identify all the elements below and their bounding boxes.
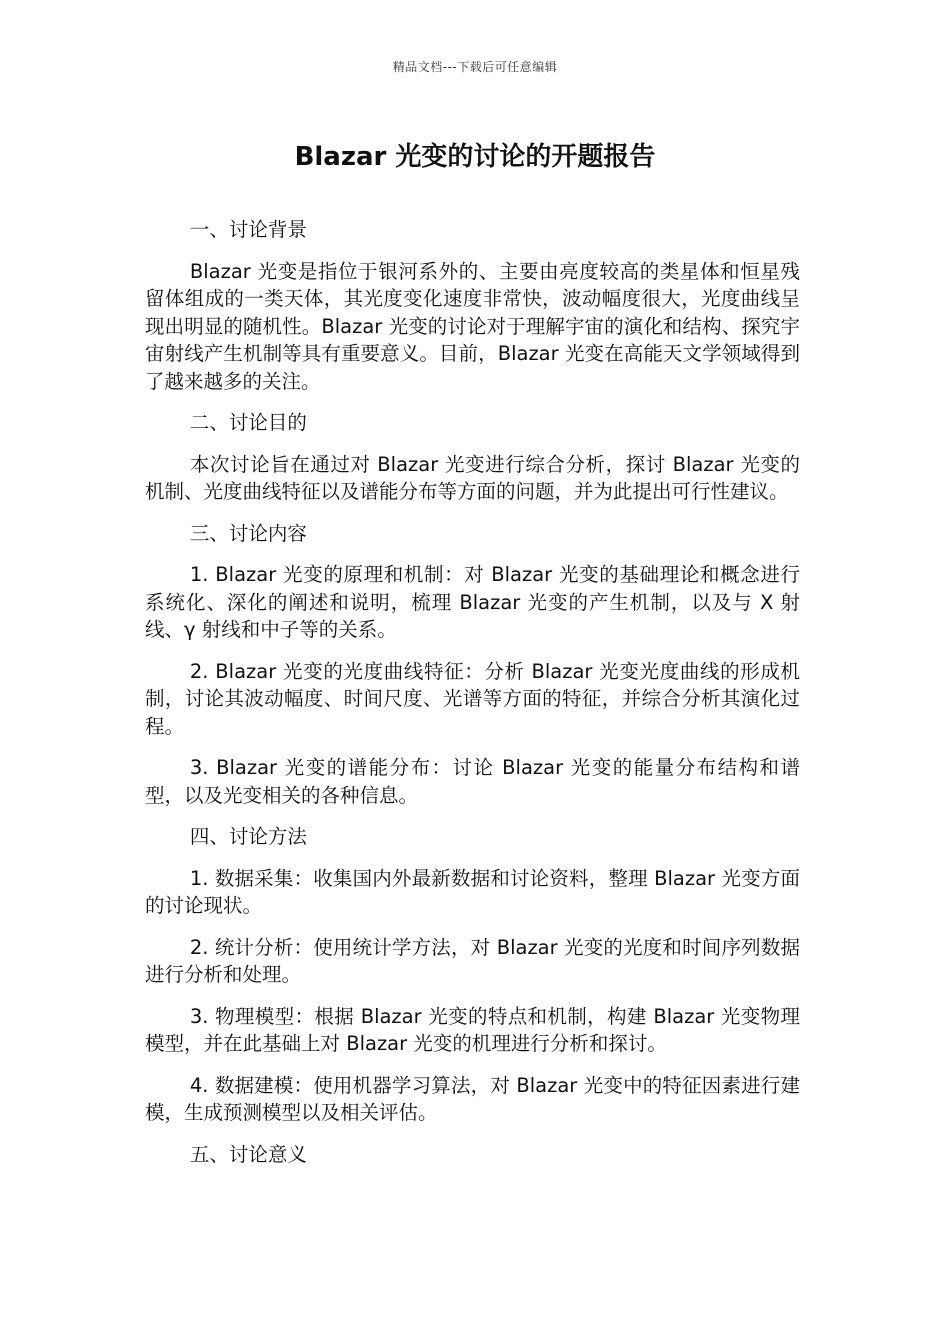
content-item: 2. Blazar 光变的光度曲线特征：分析 Blazar 光变光度曲线的形成机制，讨论其波动幅度、时间尺度、光谱等方面的特征，并综合分析其演化过程。 [145, 659, 800, 738]
paragraph-purpose: 本次讨论旨在通过对 Blazar 光变进行综合分析，探讨 Blazar 光变的机制、光度曲线特征以及谱能分布等方面的问题，并为此提出可行性建议。 [145, 452, 800, 503]
section-heading-background: 一、讨论背景 [189, 218, 307, 241]
method-item: 1. 数据采集：收集国内外最新数据和讨论资料，整理 Blazar 光变方面的讨论现状。 [145, 866, 800, 917]
paragraph-background: Blazar 光变是指位于银河系外的、主要由亮度较高的类星体和恒星残留体组成的一类天体，其光度变化速度非常快，波动幅度很大，光度曲线呈现出明显的随机性。Blazar 光变的讨论对于理解宇宙的演化和结构、探究宇宙射线产生机制等具有重要意义。目前，Blazar 光变在高能天文学领域得到了越来越多的关注。 [145, 259, 800, 393]
method-item: 3. 物理模型：根据 Blazar 光变的特点和机制，构建 Blazar 光变物理模型，并在此基础上对 Blazar 光变的机理进行分析和探讨。 [145, 1004, 800, 1055]
section-heading-purpose: 二、讨论目的 [189, 411, 307, 434]
header-note: 精品文档---下载后可任意编辑 [392, 60, 558, 74]
method-item: 4. 数据建模：使用机器学习算法，对 Blazar 光变中的特征因素进行建模，生成预测模型以及相关评估。 [145, 1073, 800, 1124]
document-title: Blazar 光变的讨论的开题报告 [294, 142, 656, 172]
section-heading-methods: 四、讨论方法 [189, 825, 307, 848]
section-heading-content: 三、讨论内容 [189, 521, 307, 545]
document-body [145, 216, 800, 1182]
content-item: 3. Blazar 光变的谱能分布：讨论 Blazar 光变的能量分布结构和谱型，以及光变相关的各种信息。 [145, 756, 800, 807]
section-heading-significance: 五、讨论意义 [189, 1142, 307, 1166]
method-item: 2. 统计分析：使用统计学方法，对 Blazar 光变的光度和时间序列数据进行分析和处理。 [145, 935, 800, 986]
content-item: 1. Blazar 光变的原理和机制：对 Blazar 光变的基础理论和概念进行系统化、深化的阐述和说明，梳理 Blazar 光变的产生机制，以及与 X 射线、γ 射线和中子等的关系。 [145, 563, 800, 641]
